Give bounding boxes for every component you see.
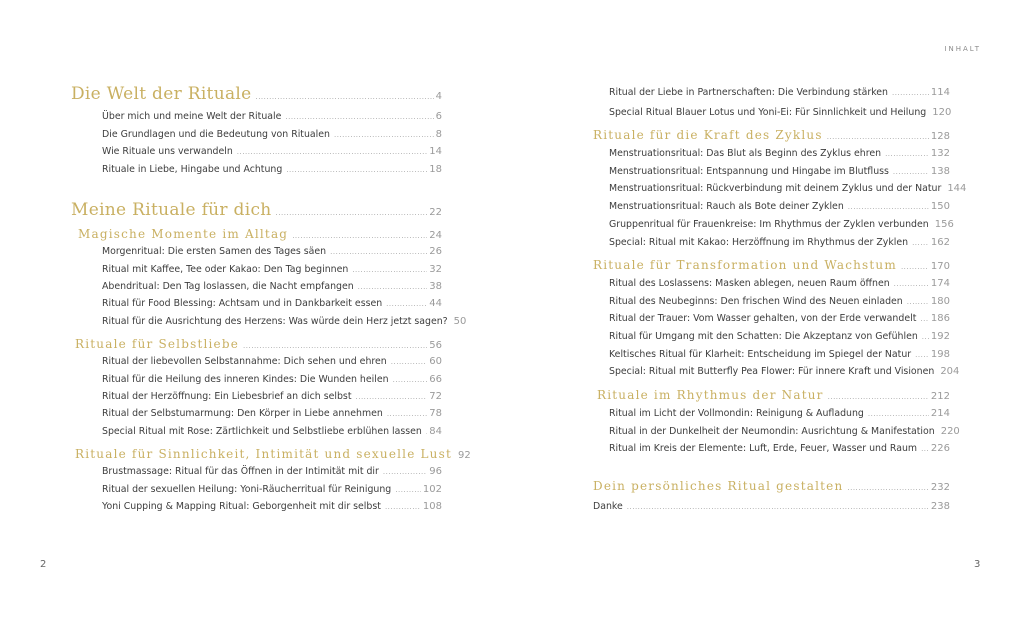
toc-page-number: 78	[429, 408, 442, 419]
leader-dots	[285, 113, 433, 121]
toc-title: Ritual in der Dunkelheit der Neumondin: Ausrichtung & Manifestation	[609, 426, 935, 437]
toc-title: Ritual für Food Blessing: Achtsam und in Dankbarkeit essen	[102, 298, 383, 309]
toc-entry[interactable]	[102, 281, 442, 292]
leader-dots	[894, 280, 929, 288]
toc-entry[interactable]	[609, 296, 950, 307]
toc-page-number: 138	[930, 166, 950, 177]
toc-subheading[interactable]	[593, 479, 950, 493]
leader-dots	[912, 239, 929, 247]
toc-entry[interactable]	[609, 278, 950, 289]
toc-page-number: 132	[930, 148, 950, 159]
leader-dots	[255, 93, 433, 101]
toc-page-number: 174	[930, 278, 950, 289]
toc-page-number: 212	[930, 391, 950, 402]
toc-title: Ritual mit Kaffee, Tee oder Kakao: Den Tag beginnen	[102, 264, 349, 275]
leader-dots	[237, 148, 427, 156]
leader-dots	[352, 266, 427, 274]
leader-dots	[885, 150, 929, 158]
toc-title: Keltisches Ritual für Klarheit: Entscheidung im Spiegel der Natur	[609, 349, 912, 360]
leader-dots	[393, 376, 428, 384]
toc-page-number: 92	[458, 450, 471, 461]
toc-page-number: 226	[930, 443, 950, 454]
leader-dots	[334, 131, 434, 139]
toc-title: Rituale für Transformation und Wachstum	[593, 258, 897, 272]
toc-title: Ritual der liebevollen Selbstannahme: Dich sehen und ehren	[102, 356, 387, 367]
toc-title: Rituale für Selbstliebe	[75, 337, 240, 351]
toc-page-number: 186	[930, 313, 950, 324]
toc-page-number: 198	[930, 349, 950, 360]
leader-dots	[848, 203, 929, 211]
toc-entry[interactable]	[102, 484, 442, 495]
leader-dots	[920, 315, 929, 323]
leader-dots	[385, 503, 421, 511]
toc-title: Special Ritual mit Rose: Zärtlichkeit und Selbstliebe erblühen lassen	[102, 426, 422, 437]
leader-dots	[847, 484, 929, 492]
leader-dots	[330, 248, 427, 256]
toc-page-number: 14	[429, 146, 442, 157]
toc-entry[interactable]	[609, 201, 950, 212]
toc-title: Ritual für die Ausrichtung des Herzens: Was würde dein Herz jetzt sagen?	[102, 316, 448, 327]
toc-title: Danke	[593, 501, 623, 512]
toc-entry[interactable]	[102, 391, 442, 402]
toc-title: Menstruationsritual: Rückverbindung mit deinem Zyklus und der Natur	[609, 183, 942, 194]
toc-heading[interactable]	[71, 84, 442, 104]
section-label: INHALT	[944, 45, 981, 53]
toc-entry[interactable]	[609, 331, 950, 342]
toc-page-number: 44	[429, 298, 442, 309]
toc-entry[interactable]	[609, 408, 950, 419]
page-number-right: 3	[974, 559, 981, 570]
toc-entry[interactable]	[593, 501, 950, 512]
toc-entry[interactable]	[102, 246, 442, 257]
toc-entry[interactable]	[609, 87, 950, 98]
page-number-left: 2	[40, 559, 47, 570]
toc-page-number: 214	[930, 408, 950, 419]
toc-entry[interactable]	[102, 111, 442, 122]
toc-subheading[interactable]	[75, 337, 442, 351]
toc-entry[interactable]	[102, 129, 442, 140]
toc-page-number: 170	[930, 261, 950, 272]
toc-page-number: 162	[930, 237, 950, 248]
toc-page-number: 72	[429, 391, 442, 402]
toc-title: Yoni Cupping & Mapping Ritual: Geborgenheit mit dir selbst	[102, 501, 381, 512]
toc-title: Ritual des Neubeginns: Den frischen Wind des Neuen einladen	[609, 296, 903, 307]
toc-page-number: 204	[940, 366, 960, 377]
toc-title: Magische Momente im Alltag	[78, 227, 289, 241]
leader-dots	[828, 393, 929, 401]
toc-title: Ritual im Licht der Vollmondin: Reinigung & Aufladung	[609, 408, 864, 419]
toc-title: Ritual der sexuellen Heilung: Yoni-Räucherritual für Reinigung	[102, 484, 392, 495]
toc-page-number: 232	[930, 482, 950, 493]
toc-title: Rituale in Liebe, Hingabe und Achtung	[102, 164, 283, 175]
leader-dots	[921, 445, 929, 453]
toc-page-number: 60	[429, 356, 442, 367]
toc-page-number: 84	[429, 426, 442, 437]
leader-dots	[868, 410, 929, 418]
toc-entry[interactable]	[102, 298, 442, 309]
toc-title: Ritual der Selbstumarmung: Den Körper in Liebe annehmen	[102, 408, 383, 419]
toc-page-number: 26	[429, 246, 442, 257]
toc-page-number: 114	[930, 87, 950, 98]
leader-dots	[892, 89, 929, 97]
toc-page-number: 24	[429, 230, 442, 241]
toc-title: Meine Rituale für dich	[71, 200, 272, 220]
toc-subheading[interactable]	[78, 227, 442, 241]
leader-dots	[901, 263, 929, 271]
toc-page-number: 18	[429, 164, 442, 175]
toc-entry[interactable]	[102, 374, 442, 385]
toc-entry[interactable]	[102, 264, 442, 275]
toc-page-number: 8	[435, 129, 442, 140]
toc-title: Special Ritual Blauer Lotus und Yoni-Ei: Für Sinnlichkeit und Heilung	[609, 107, 927, 118]
leader-dots	[286, 166, 427, 174]
toc-subheading[interactable]	[75, 447, 471, 461]
toc-subheading[interactable]	[593, 128, 950, 142]
leader-dots	[356, 393, 428, 401]
leader-dots	[827, 133, 929, 141]
toc-page-number: 50	[453, 316, 467, 327]
toc-entry[interactable]	[102, 316, 467, 327]
toc-title: Die Welt der Rituale	[71, 84, 252, 104]
toc-title: Menstruationsritual: Rauch als Bote deiner Zyklen	[609, 201, 844, 212]
toc-title: Die Grundlagen und die Bedeutung von Ritualen	[102, 129, 330, 140]
toc-title: Ritual für Umgang mit den Schatten: Die Akzeptanz von Gefühlen	[609, 331, 918, 342]
leader-dots	[893, 168, 929, 176]
toc-title: Gruppenritual für Frauenkreise: Im Rhythmus der Zyklen verbunden	[609, 219, 929, 230]
toc-heading[interactable]	[71, 200, 442, 220]
toc-title: Abendritual: Den Tag loslassen, die Nacht empfangen	[102, 281, 354, 292]
toc-page-number: 4	[435, 91, 442, 102]
leader-dots	[243, 342, 427, 350]
leader-dots	[395, 486, 421, 494]
toc-entry[interactable]	[609, 349, 950, 360]
toc-title: Special: Ritual mit Butterfly Pea Flower: Für innere Kraft und Visionen	[609, 366, 935, 377]
toc-page-number: 144	[947, 183, 967, 194]
toc-entry[interactable]	[102, 356, 442, 367]
toc-entry[interactable]	[102, 146, 442, 157]
toc-title: Rituale für die Kraft des Zyklus	[593, 128, 823, 142]
toc-entry[interactable]	[609, 219, 954, 230]
toc-entry[interactable]	[102, 164, 442, 175]
toc-entry[interactable]	[609, 148, 950, 159]
toc-entry[interactable]	[609, 313, 950, 324]
leader-dots	[386, 300, 427, 308]
toc-title: Dein persönliches Ritual gestalten	[593, 479, 844, 493]
toc-title: Ritual der Trauer: Vom Wasser gehalten, von der Erde verwandelt	[609, 313, 917, 324]
toc-page-number: 32	[429, 264, 442, 275]
toc-title: Rituale für Sinnlichkeit, Intimität und sexuelle Lust	[75, 447, 452, 461]
toc-page-number: 128	[930, 131, 950, 142]
toc-page-number: 238	[930, 501, 950, 512]
leader-dots	[426, 428, 427, 436]
toc-title: Ritual im Kreis der Elemente: Luft, Erde, Feuer, Wasser und Raum	[609, 443, 918, 454]
toc-page-number: 220	[940, 426, 960, 437]
toc-title: Ritual der Liebe in Partnerschaften: Die Verbindung stärken	[609, 87, 888, 98]
toc-title: Special: Ritual mit Kakao: Herzöffnung im Rhythmus der Zyklen	[609, 237, 909, 248]
toc-page-number: 156	[934, 219, 954, 230]
toc-title: Ritual für die Heilung des inneren Kindes: Die Wunden heilen	[102, 374, 389, 385]
toc-title: Rituale im Rhythmus der Natur	[597, 388, 824, 402]
leader-dots	[383, 468, 427, 476]
toc-title: Ritual der Herzöffnung: Ein Liebesbrief an dich selbst	[102, 391, 352, 402]
toc-page-number: 56	[429, 340, 442, 351]
toc-entry[interactable]	[102, 408, 442, 419]
toc-page-number: 96	[429, 466, 442, 477]
toc-title: Menstruationsritual: Entspannung und Hingabe im Blutfluss	[609, 166, 889, 177]
toc-page-number: 192	[930, 331, 950, 342]
leader-dots	[915, 351, 929, 359]
leader-dots	[907, 298, 929, 306]
toc-entry[interactable]	[609, 166, 950, 177]
toc-title: Wie Rituale uns verwandeln	[102, 146, 233, 157]
toc-page-number: 180	[930, 296, 950, 307]
toc-title: Morgenritual: Die ersten Samen des Tages säen	[102, 246, 327, 257]
toc-title: Ritual des Loslassens: Masken ablegen, neuen Raum öffnen	[609, 278, 890, 289]
toc-entry[interactable]	[102, 426, 442, 437]
leader-dots	[387, 410, 427, 418]
toc-entry[interactable]	[609, 183, 967, 194]
leader-dots	[627, 503, 929, 511]
toc-page-number: 120	[932, 107, 952, 118]
toc-page-number: 38	[429, 281, 442, 292]
toc-entry[interactable]	[609, 443, 950, 454]
toc-page-number: 150	[930, 201, 950, 212]
leader-dots	[922, 333, 929, 341]
toc-entry[interactable]	[609, 237, 950, 248]
toc-title: Brustmassage: Ritual für das Öffnen in der Intimität mit dir	[102, 466, 379, 477]
leader-dots	[358, 283, 428, 291]
toc-page-number: 6	[435, 111, 442, 122]
toc-page-number: 102	[422, 484, 442, 495]
toc-subheading[interactable]	[597, 388, 950, 402]
toc-entry[interactable]	[609, 426, 960, 437]
toc-entry[interactable]	[609, 107, 950, 118]
toc-entry[interactable]	[102, 466, 442, 477]
leader-dots	[292, 232, 427, 240]
leader-dots	[276, 209, 428, 217]
toc-title: Menstruationsritual: Das Blut als Beginn des Zyklus ehren	[609, 148, 882, 159]
leader-dots	[391, 358, 428, 366]
toc-entry[interactable]	[102, 501, 442, 512]
toc-entry[interactable]	[609, 366, 960, 377]
toc-page-number: 22	[429, 207, 442, 218]
toc-title: Über mich und meine Welt der Rituale	[102, 111, 282, 122]
toc-page-number: 66	[429, 374, 442, 385]
toc-page-number: 108	[422, 501, 442, 512]
toc-subheading[interactable]	[593, 258, 950, 272]
